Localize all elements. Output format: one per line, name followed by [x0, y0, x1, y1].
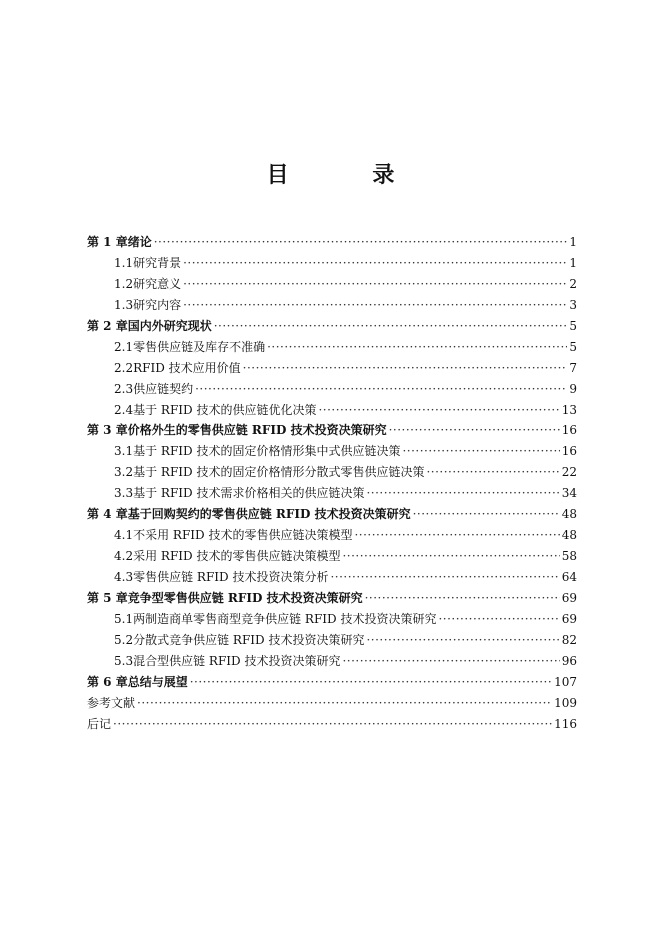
dot-leader	[183, 253, 567, 274]
toc-entry-page: 5	[569, 318, 577, 333]
toc-entry[interactable]	[87, 441, 577, 462]
toc-entry-page: 34	[561, 486, 577, 501]
toc-entry-number: 第 2 章	[87, 318, 128, 333]
toc-entry-label: 基于 RFID 技术的供应链优化决策	[133, 402, 317, 417]
toc-entry-label: 竞争型零售供应链 RFID 技术投资决策研究	[127, 590, 363, 605]
toc-entry-number: 2.3	[114, 381, 134, 396]
toc-entry-number: 5.2	[114, 632, 134, 647]
toc-entry[interactable]	[87, 420, 577, 441]
toc-entry[interactable]	[87, 672, 577, 693]
toc-entry-page: 13	[561, 402, 577, 417]
dot-leader	[267, 337, 567, 358]
toc-entry-label: 国内外研究现状	[127, 318, 212, 333]
dot-leader	[342, 651, 559, 672]
page-title: 目 录	[266, 162, 433, 188]
toc-entry[interactable]	[87, 295, 577, 316]
toc-entry[interactable]	[87, 630, 577, 651]
toc-entry-label: 后记	[87, 716, 112, 731]
toc-entry-number: 4.3	[114, 570, 134, 584]
toc-entry-page: 16	[561, 444, 577, 459]
toc-entry-page: 1	[569, 255, 577, 270]
toc-entry-number: 第 1 章	[87, 235, 128, 249]
dot-leader	[366, 483, 559, 504]
toc-entry-label: 零售供应链及库存不准确	[133, 339, 266, 354]
toc-entry-label: 采用 RFID 技术的零售供应链决策模型	[133, 549, 341, 564]
toc-entry-page: 22	[561, 465, 577, 480]
toc-entry[interactable]	[87, 714, 577, 735]
dot-leader	[183, 274, 567, 295]
toc-entry-label: RFID 技术应用价值	[133, 360, 241, 375]
dot-leader	[243, 358, 568, 379]
toc-entry[interactable]	[87, 337, 577, 358]
toc-entry-number: 4.2	[114, 549, 134, 564]
dot-leader	[190, 672, 552, 693]
toc-entry[interactable]	[87, 483, 577, 504]
toc-entry-number: 3.2	[114, 465, 134, 480]
dot-leader	[195, 379, 567, 400]
toc-entry-page: 16	[561, 423, 577, 438]
toc-entry-number: 2.2	[114, 360, 134, 375]
toc-entry-label: 分散式竞争供应链 RFID 技术投资决策研究	[133, 632, 365, 647]
toc-entry[interactable]	[87, 504, 577, 525]
table-of-contents	[87, 232, 577, 735]
toc-entry-number: 2.4	[114, 402, 134, 417]
toc-entry-label: 基于 RFID 技术的固定价格情形集中式供应链决策	[133, 444, 401, 459]
toc-entry-label: 基于回购契约的零售供应链 RFID 技术投资决策研究	[127, 507, 411, 522]
toc-entry-page: 69	[561, 611, 577, 626]
toc-entry[interactable]	[87, 462, 577, 483]
toc-entry-label: 研究背景	[133, 255, 182, 270]
toc-entry-page: 3	[569, 297, 577, 312]
dot-leader	[413, 504, 560, 525]
toc-entry-label: 研究内容	[133, 297, 182, 312]
toc-entry-page: 48	[561, 528, 577, 543]
toc-entry-label: 两制造商单零售商型竞争供应链 RFID 技术投资决策研究	[133, 611, 437, 626]
toc-entry-number: 1.2	[114, 276, 134, 291]
toc-entry-label: 参考文献	[87, 695, 136, 710]
toc-entry[interactable]	[87, 651, 577, 672]
toc-entry-label: 基于 RFID 技术的固定价格情形分散式零售供应链决策	[133, 465, 425, 480]
toc-entry[interactable]	[87, 400, 577, 421]
toc-entry-number: 第 3 章	[87, 423, 128, 438]
dot-leader	[365, 588, 560, 609]
toc-entry[interactable]	[87, 693, 577, 714]
dot-leader	[137, 693, 552, 714]
toc-entry-number: 5.1	[114, 611, 134, 626]
toc-entry[interactable]	[87, 232, 577, 253]
dot-leader	[438, 609, 559, 630]
toc-entry-label: 零售供应链 RFID 技术投资决策分析	[133, 570, 329, 584]
dot-leader	[366, 630, 559, 651]
toc-entry-number: 1.3	[114, 297, 134, 312]
toc-entry-number: 第 5 章	[87, 590, 128, 605]
toc-entry[interactable]	[87, 546, 577, 567]
toc-entry-page: 2	[569, 276, 577, 291]
toc-entry[interactable]	[87, 274, 577, 295]
toc-entry-label: 研究意义	[133, 276, 182, 291]
toc-entry-page: 9	[569, 381, 577, 396]
toc-entry-label: 价格外生的零售供应链 RFID 技术投资决策研究	[127, 423, 387, 438]
toc-entry-page: 96	[561, 653, 577, 668]
dot-leader	[342, 546, 559, 567]
toc-entry-page: 7	[569, 360, 577, 375]
toc-entry-page: 1	[569, 235, 577, 249]
toc-entry-number: 2.1	[114, 339, 134, 354]
toc-entry-page: 69	[561, 590, 577, 605]
dot-leader	[354, 525, 559, 546]
toc-entry-page: 58	[561, 549, 577, 564]
toc-entry-page: 82	[561, 632, 577, 647]
toc-entry-label: 总结与展望	[127, 674, 188, 689]
toc-entry-label: 供应链契约	[133, 381, 194, 396]
toc-entry-number: 3.3	[114, 486, 134, 501]
toc-entry[interactable]	[87, 525, 577, 546]
dot-leader	[402, 441, 559, 462]
toc-entry[interactable]	[87, 567, 577, 588]
toc-entry-page: 107	[554, 674, 577, 689]
toc-entry-label: 基于 RFID 技术需求价格相关的供应链决策	[133, 486, 365, 501]
dot-leader	[426, 462, 559, 483]
toc-entry-label: 不采用 RFID 技术的零售供应链决策模型	[133, 528, 353, 543]
toc-entry[interactable]	[87, 588, 577, 609]
toc-entry-page: 116	[554, 716, 577, 731]
toc-entry[interactable]	[87, 379, 577, 400]
toc-entry[interactable]	[87, 316, 577, 337]
toc-entry[interactable]	[87, 358, 577, 379]
toc-entry-page: 64	[561, 570, 577, 584]
toc-entry-page: 5	[569, 339, 577, 354]
dot-leader	[318, 400, 559, 421]
toc-entry-number: 第 4 章	[87, 507, 128, 522]
toc-entry-number: 第 6 章	[87, 674, 128, 689]
dot-leader	[113, 714, 552, 735]
toc-entry[interactable]	[87, 609, 577, 630]
toc-entry[interactable]	[87, 253, 577, 274]
toc-entry-page: 109	[554, 695, 577, 710]
dot-leader	[389, 420, 560, 441]
toc-entry-label: 混合型供应链 RFID 技术投资决策研究	[133, 653, 341, 668]
toc-entry-number: 3.1	[114, 444, 134, 459]
dot-leader	[183, 295, 567, 316]
dot-leader	[330, 567, 559, 588]
toc-entry-number: 5.3	[114, 653, 134, 668]
toc-entry-page: 48	[561, 507, 577, 522]
toc-entry-number: 4.1	[114, 528, 134, 543]
dot-leader	[214, 316, 568, 337]
toc-entry-label: 绪论	[127, 235, 152, 249]
dot-leader	[154, 232, 568, 253]
toc-entry-number: 1.1	[114, 255, 134, 270]
